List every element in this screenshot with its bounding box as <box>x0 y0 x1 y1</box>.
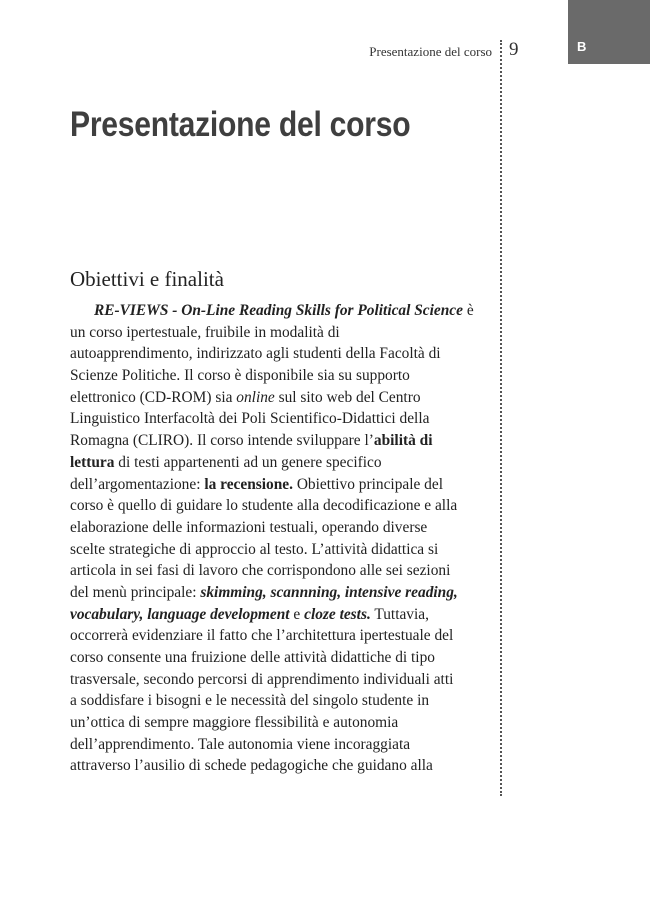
text-line: Scienze Politiche. Il corso è disponibile sia su supporto <box>70 367 410 385</box>
section-tab-label: B <box>577 39 587 54</box>
body-paragraph <box>70 300 495 777</box>
text-line: vocabulary, language development e cloze tests. Tuttavia, <box>70 605 429 623</box>
text-line: elettronico (CD-ROM) sia online sul sito web del Centro <box>70 388 421 406</box>
bold-italic-terms: vocabulary, language development <box>70 605 290 623</box>
text-line: Linguistico Interfacoltà dei Poli Scientifico-Didattici della <box>70 410 430 428</box>
running-header-title: Presentazione del corso <box>369 44 492 59</box>
text-line: occorrerà evidenziare il fatto che l’architettura ipertestuale del <box>70 627 454 645</box>
page-title: Presentazione del corso <box>70 105 411 144</box>
text-line: scelte strategiche di approccio al testo. L’attività didattica si <box>70 540 439 558</box>
section-tab <box>568 0 650 64</box>
bold-term: lettura <box>70 453 115 471</box>
text-line: lettura di testi appartenenti ad un genere specifico <box>70 453 382 471</box>
dotted-vertical-rule <box>500 40 502 796</box>
text-line: dell’apprendimento. Tale autonomia viene incoraggiata <box>70 735 411 753</box>
page-number: 9 <box>509 39 519 60</box>
course-title: RE-VIEWS - On-Line Reading Skills for Political Science <box>94 302 463 319</box>
text-line: articola in sei fasi di lavoro che corrispondono alle sei sezioni <box>70 562 451 580</box>
text-line: a soddisfare i bisogni e le necessità del singolo studente in <box>70 692 430 710</box>
text-line: RE-VIEWS - On-Line Reading Skills for Political Science è <box>94 302 474 319</box>
section-heading: Obiettivi e finalità <box>70 267 224 291</box>
emphasis-online: online <box>236 388 275 406</box>
text-line: trasversale, secondo percorsi di apprendimento individuali atti <box>70 670 454 688</box>
text-line: attraverso l’ausilio di schede pedagogiche che guidano alla <box>70 757 433 775</box>
text-line: un’ottica di sempre maggiore flessibilità e autonomia <box>70 714 399 732</box>
text-line: un corso ipertestuale, fruibile in modalità di <box>70 323 340 341</box>
bold-term: abilità di <box>373 432 433 450</box>
bold-italic-terms: skimming, scannning, intensive reading, <box>200 583 458 601</box>
text-line: corso è quello di guidare lo studente alla decodificazione e alla <box>70 497 458 515</box>
text-line: corso consente una fruizione delle attività didattiche di tipo <box>70 649 435 666</box>
text-line: Romagna (CLIRO). Il corso intende sviluppare l’abilità di <box>70 432 433 450</box>
text-line: dell’argomentazione: la recensione. Obiettivo principale del <box>70 475 443 493</box>
text-line: autoapprendimento, indirizzato agli studenti della Facoltà di <box>70 345 441 363</box>
text-line: elaborazione delle informazioni testuali, operando diverse <box>70 518 428 536</box>
text-line: del menù principale: skimming, scannning, intensive reading, <box>70 583 458 601</box>
bold-italic-terms: cloze tests. <box>304 605 371 623</box>
bold-term: la recensione. <box>204 475 293 493</box>
